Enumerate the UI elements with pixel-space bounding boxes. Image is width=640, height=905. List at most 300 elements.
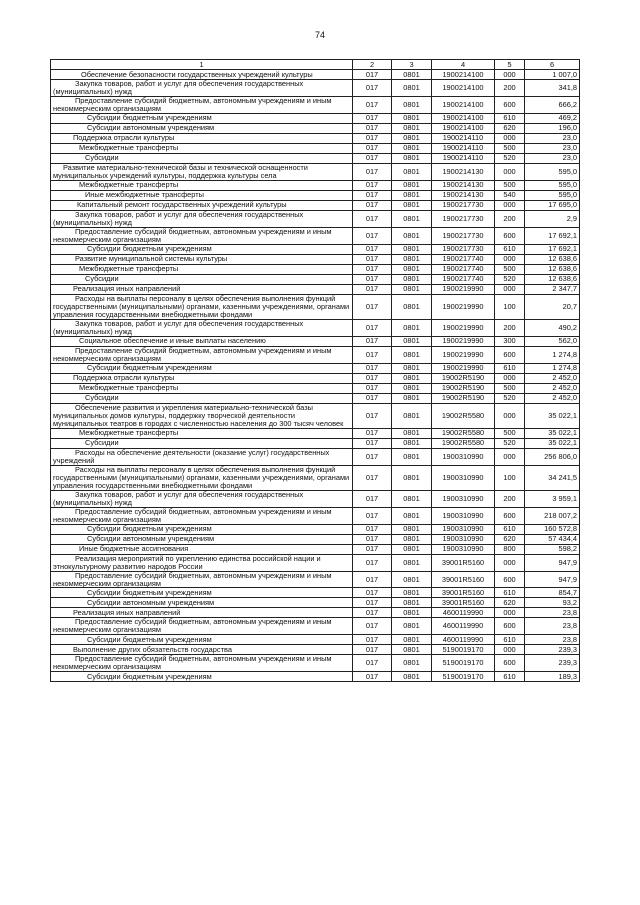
table-row [51, 428, 580, 438]
row-section-code: 0801 [392, 428, 432, 438]
row-ministry-code: 017 [353, 274, 392, 284]
row-name-cell: Субсидии бюджетным учреждениям [51, 244, 353, 254]
row-target-article: 4600119990 [432, 608, 495, 618]
row-name-cell: Закупка товаров, работ и услуг для обеспечения государственных (муниципальных) нужд [51, 319, 353, 336]
header-col-6: 6 [525, 60, 580, 70]
row-name-cell: Выполнение других обязательств государства [51, 645, 353, 655]
row-name-cell: Обеспечение развития и укрепления материально-технической базы муниципальных домов культуры, поддержку творческой деятельности муниципальных театров в городах с численностью населения до 300 тысяч человек [51, 403, 353, 428]
row-expense-type: 600 [495, 227, 525, 244]
row-ministry-code: 017 [353, 200, 392, 210]
row-name-cell: Межбюджетные трансферты [51, 180, 353, 190]
row-name-cell: Социальное обеспечение и иные выплаты населению [51, 336, 353, 346]
row-section-code: 0801 [392, 608, 432, 618]
row-target-article: 1900310990 [432, 524, 495, 534]
row-amount: 239,3 [525, 645, 580, 655]
table-row [51, 227, 580, 244]
table-row [51, 403, 580, 428]
row-section-code: 0801 [392, 490, 432, 507]
row-expense-type: 520 [495, 438, 525, 448]
row-name-cell: Предоставление субсидий бюджетным, автономным учреждениям и иным некоммерческим организациям [51, 655, 353, 672]
table-row [51, 618, 580, 635]
table-body [51, 70, 580, 682]
table-row [51, 363, 580, 373]
row-section-code: 0801 [392, 507, 432, 524]
row-ministry-code: 017 [353, 534, 392, 544]
table-row [51, 645, 580, 655]
row-section-code: 0801 [392, 438, 432, 448]
row-name-cell: Предоставление субсидий бюджетным, автономным учреждениям и иным некоммерческим организациям [51, 507, 353, 524]
row-amount: 23,0 [525, 153, 580, 163]
row-amount: 256 806,0 [525, 448, 580, 465]
row-ministry-code: 017 [353, 448, 392, 465]
row-expense-type: 200 [495, 490, 525, 507]
row-amount: 23,8 [525, 618, 580, 635]
table-row [51, 133, 580, 143]
row-amount: 196,0 [525, 123, 580, 133]
row-name-cell: Реализация иных направлений [51, 608, 353, 618]
row-section-code: 0801 [392, 618, 432, 635]
row-amount: 595,0 [525, 163, 580, 180]
header-col-4: 4 [432, 60, 495, 70]
row-target-article: 1900214100 [432, 96, 495, 113]
row-expense-type: 600 [495, 346, 525, 363]
row-amount: 218 007,2 [525, 507, 580, 524]
row-amount: 23,8 [525, 608, 580, 618]
row-target-article: 4600119990 [432, 635, 495, 645]
row-amount: 34 241,5 [525, 465, 580, 490]
row-expense-type: 610 [495, 588, 525, 598]
row-name-cell: Межбюджетные трансферты [51, 428, 353, 438]
row-target-article: 1900214110 [432, 133, 495, 143]
row-ministry-code: 017 [353, 113, 392, 123]
row-section-code: 0801 [392, 373, 432, 383]
row-ministry-code: 017 [353, 598, 392, 608]
budget-table [50, 59, 580, 682]
row-name-cell: Расходы на обеспечение деятельности (оказание услуг) государственных учреждений [51, 448, 353, 465]
row-ministry-code: 017 [353, 294, 392, 319]
row-expense-type: 200 [495, 210, 525, 227]
row-expense-type: 000 [495, 70, 525, 80]
table-row [51, 80, 580, 97]
row-ministry-code: 017 [353, 588, 392, 598]
row-name-cell: Капитальный ремонт государственных учреждений культуры [51, 200, 353, 210]
row-target-article: 39001R5160 [432, 598, 495, 608]
table-row [51, 190, 580, 200]
row-target-article: 19002R5190 [432, 393, 495, 403]
row-section-code: 0801 [392, 571, 432, 588]
row-ministry-code: 017 [353, 645, 392, 655]
row-section-code: 0801 [392, 180, 432, 190]
table-row [51, 544, 580, 554]
header-col-2: 2 [353, 60, 392, 70]
row-target-article: 1900219990 [432, 319, 495, 336]
row-amount: 57 434,4 [525, 534, 580, 544]
row-amount: 2,9 [525, 210, 580, 227]
row-name-cell: Субсидии бюджетным учреждениям [51, 113, 353, 123]
row-expense-type: 600 [495, 655, 525, 672]
row-section-code: 0801 [392, 346, 432, 363]
row-expense-type: 500 [495, 264, 525, 274]
row-amount: 2 452,0 [525, 393, 580, 403]
row-section-code: 0801 [392, 264, 432, 274]
row-expense-type: 610 [495, 672, 525, 682]
row-target-article: 5190019170 [432, 655, 495, 672]
row-expense-type: 600 [495, 618, 525, 635]
row-amount: 947,9 [525, 571, 580, 588]
row-section-code: 0801 [392, 244, 432, 254]
row-ministry-code: 017 [353, 123, 392, 133]
row-ministry-code: 017 [353, 319, 392, 336]
row-amount: 12 638,6 [525, 254, 580, 264]
row-expense-type: 200 [495, 80, 525, 97]
row-name-cell: Расходы на выплаты персоналу в целях обеспечения выполнения функций государственными (муниципальными) органами, казенными учреждениями, органами управления государственными внебюджетными фондами [51, 465, 353, 490]
row-expense-type: 520 [495, 393, 525, 403]
row-ministry-code: 017 [353, 153, 392, 163]
table-header-row [51, 60, 580, 70]
row-section-code: 0801 [392, 274, 432, 284]
row-expense-type: 540 [495, 190, 525, 200]
table-row [51, 143, 580, 153]
row-amount: 1 007,0 [525, 70, 580, 80]
table-row [51, 264, 580, 274]
row-section-code: 0801 [392, 70, 432, 80]
row-section-code: 0801 [392, 96, 432, 113]
table-row [51, 373, 580, 383]
row-amount: 17 692,1 [525, 244, 580, 254]
row-expense-type: 600 [495, 507, 525, 524]
table-row [51, 465, 580, 490]
row-target-article: 1900219990 [432, 336, 495, 346]
row-target-article: 1900214110 [432, 153, 495, 163]
row-name-cell: Субсидии бюджетным учреждениям [51, 588, 353, 598]
row-target-article: 19002R5190 [432, 383, 495, 393]
row-name-cell: Предоставление субсидий бюджетным, автономным учреждениям и иным некоммерческим организациям [51, 96, 353, 113]
row-target-article: 1900217740 [432, 274, 495, 284]
row-ministry-code: 017 [353, 507, 392, 524]
row-ministry-code: 017 [353, 655, 392, 672]
table-row [51, 534, 580, 544]
row-name-cell: Субсидии бюджетным учреждениям [51, 363, 353, 373]
row-target-article: 19002R5190 [432, 373, 495, 383]
row-expense-type: 000 [495, 254, 525, 264]
row-name-cell: Субсидии [51, 153, 353, 163]
row-section-code: 0801 [392, 227, 432, 244]
table-row [51, 672, 580, 682]
row-section-code: 0801 [392, 200, 432, 210]
row-target-article: 19002R5580 [432, 403, 495, 428]
row-target-article: 1900217730 [432, 200, 495, 210]
row-section-code: 0801 [392, 113, 432, 123]
row-ministry-code: 017 [353, 363, 392, 373]
row-target-article: 5190019170 [432, 672, 495, 682]
row-expense-type: 500 [495, 143, 525, 153]
table-row [51, 588, 580, 598]
row-amount: 2 347,7 [525, 284, 580, 294]
row-section-code: 0801 [392, 403, 432, 428]
row-ministry-code: 017 [353, 635, 392, 645]
row-name-cell: Предоставление субсидий бюджетным, автономным учреждениям и иным некоммерческим организациям [51, 618, 353, 635]
row-ministry-code: 017 [353, 80, 392, 97]
row-ministry-code: 017 [353, 465, 392, 490]
row-expense-type: 500 [495, 180, 525, 190]
row-target-article: 1900214130 [432, 163, 495, 180]
row-ministry-code: 017 [353, 143, 392, 153]
row-amount: 93,2 [525, 598, 580, 608]
row-name-cell: Субсидии [51, 438, 353, 448]
row-section-code: 0801 [392, 524, 432, 534]
row-ministry-code: 017 [353, 393, 392, 403]
row-target-article: 1900310990 [432, 490, 495, 507]
row-expense-type: 000 [495, 373, 525, 383]
row-ministry-code: 017 [353, 96, 392, 113]
row-name-cell: Реализация иных направлений [51, 284, 353, 294]
table-row [51, 336, 580, 346]
row-section-code: 0801 [392, 393, 432, 403]
table-row [51, 200, 580, 210]
row-section-code: 0801 [392, 448, 432, 465]
row-amount: 23,0 [525, 133, 580, 143]
row-amount: 35 022,1 [525, 403, 580, 428]
row-expense-type: 520 [495, 153, 525, 163]
row-ministry-code: 017 [353, 403, 392, 428]
row-expense-type: 500 [495, 428, 525, 438]
table-row [51, 608, 580, 618]
row-expense-type: 000 [495, 554, 525, 571]
table-row [51, 244, 580, 254]
row-amount: 23,8 [525, 635, 580, 645]
row-expense-type: 000 [495, 284, 525, 294]
row-section-code: 0801 [392, 672, 432, 682]
row-expense-type: 600 [495, 571, 525, 588]
row-name-cell: Развитие муниципальной системы культуры [51, 254, 353, 264]
row-amount: 341,8 [525, 80, 580, 97]
row-amount: 17 692,1 [525, 227, 580, 244]
row-name-cell: Расходы на выплаты персоналу в целях обеспечения выполнения функций государственными (муниципальными) органами, казенными учреждениями, органами управления государственными внебюджетными фондами [51, 294, 353, 319]
table-row [51, 383, 580, 393]
table-row [51, 123, 580, 133]
row-expense-type: 000 [495, 200, 525, 210]
row-target-article: 19002R5580 [432, 428, 495, 438]
row-target-article: 1900310990 [432, 507, 495, 524]
row-target-article: 39001R5160 [432, 588, 495, 598]
row-ministry-code: 017 [353, 608, 392, 618]
table-row [51, 153, 580, 163]
row-name-cell: Обеспечение безопасности государственных учреждений культуры [51, 70, 353, 80]
row-section-code: 0801 [392, 319, 432, 336]
row-expense-type: 000 [495, 163, 525, 180]
row-amount: 160 572,8 [525, 524, 580, 534]
row-amount: 12 638,6 [525, 264, 580, 274]
row-ministry-code: 017 [353, 190, 392, 200]
row-ministry-code: 017 [353, 571, 392, 588]
table-row [51, 554, 580, 571]
row-name-cell: Закупка товаров, работ и услуг для обеспечения государственных (муниципальных) нужд [51, 490, 353, 507]
row-target-article: 1900219990 [432, 346, 495, 363]
row-section-code: 0801 [392, 544, 432, 554]
row-ministry-code: 017 [353, 254, 392, 264]
row-ministry-code: 017 [353, 618, 392, 635]
row-target-article: 1900310990 [432, 448, 495, 465]
row-amount: 35 022,1 [525, 428, 580, 438]
table-row [51, 448, 580, 465]
row-ministry-code: 017 [353, 336, 392, 346]
row-target-article: 1900214100 [432, 80, 495, 97]
row-section-code: 0801 [392, 645, 432, 655]
row-target-article: 1900217740 [432, 264, 495, 274]
row-ministry-code: 017 [353, 133, 392, 143]
table-row [51, 70, 580, 80]
row-target-article: 1900217730 [432, 244, 495, 254]
row-target-article: 5190019170 [432, 645, 495, 655]
row-name-cell: Предоставление субсидий бюджетным, автономным учреждениям и иным некоммерческим организациям [51, 571, 353, 588]
row-amount: 20,7 [525, 294, 580, 319]
row-amount: 2 452,0 [525, 383, 580, 393]
row-section-code: 0801 [392, 336, 432, 346]
row-ministry-code: 017 [353, 180, 392, 190]
row-target-article: 1900217730 [432, 227, 495, 244]
table-row [51, 274, 580, 284]
row-section-code: 0801 [392, 210, 432, 227]
row-ministry-code: 017 [353, 544, 392, 554]
row-section-code: 0801 [392, 635, 432, 645]
row-section-code: 0801 [392, 534, 432, 544]
table-row [51, 210, 580, 227]
row-amount: 595,0 [525, 190, 580, 200]
table-row [51, 96, 580, 113]
row-name-cell: Субсидии [51, 274, 353, 284]
row-section-code: 0801 [392, 123, 432, 133]
row-target-article: 1900217730 [432, 210, 495, 227]
row-amount: 2 452,0 [525, 373, 580, 383]
row-section-code: 0801 [392, 190, 432, 200]
row-expense-type: 000 [495, 608, 525, 618]
row-target-article: 1900310990 [432, 465, 495, 490]
row-target-article: 1900214130 [432, 180, 495, 190]
row-name-cell: Субсидии бюджетным учреждениям [51, 635, 353, 645]
table-row [51, 294, 580, 319]
row-name-cell: Субсидии автономным учреждениям [51, 598, 353, 608]
row-name-cell: Реализация мероприятий по укреплению единства российской нации и этнокультурному развитию народов России [51, 554, 353, 571]
row-section-code: 0801 [392, 294, 432, 319]
row-section-code: 0801 [392, 254, 432, 264]
row-name-cell: Межбюджетные трансферты [51, 383, 353, 393]
row-expense-type: 610 [495, 635, 525, 645]
header-col-5: 5 [495, 60, 525, 70]
row-ministry-code: 017 [353, 383, 392, 393]
row-expense-type: 800 [495, 544, 525, 554]
table-row [51, 346, 580, 363]
row-target-article: 1900219990 [432, 294, 495, 319]
row-expense-type: 520 [495, 274, 525, 284]
row-expense-type: 000 [495, 645, 525, 655]
row-name-cell: Субсидии [51, 393, 353, 403]
row-target-article: 4600119990 [432, 618, 495, 635]
row-name-cell: Иные межбюджетные трансферты [51, 190, 353, 200]
row-section-code: 0801 [392, 588, 432, 598]
row-name-cell: Субсидии автономным учреждениям [51, 123, 353, 133]
table-row [51, 180, 580, 190]
row-amount: 490,2 [525, 319, 580, 336]
row-ministry-code: 017 [353, 346, 392, 363]
row-amount: 3 959,1 [525, 490, 580, 507]
row-amount: 1 274,8 [525, 363, 580, 373]
row-name-cell: Поддержка отрасли культуры [51, 373, 353, 383]
row-target-article: 1900214100 [432, 70, 495, 80]
row-amount: 666,2 [525, 96, 580, 113]
row-target-article: 1900214130 [432, 190, 495, 200]
table-row [51, 254, 580, 264]
row-ministry-code: 017 [353, 210, 392, 227]
row-ministry-code: 017 [353, 524, 392, 534]
row-expense-type: 200 [495, 319, 525, 336]
row-amount: 595,0 [525, 180, 580, 190]
table-row [51, 524, 580, 534]
row-expense-type: 000 [495, 448, 525, 465]
row-name-cell: Предоставление субсидий бюджетным, автономным учреждениям и иным некоммерческим организациям [51, 227, 353, 244]
row-expense-type: 620 [495, 598, 525, 608]
row-name-cell: Субсидии бюджетным учреждениям [51, 524, 353, 534]
row-amount: 189,3 [525, 672, 580, 682]
row-section-code: 0801 [392, 655, 432, 672]
row-ministry-code: 017 [353, 227, 392, 244]
row-name-cell: Иные бюджетные ассигнования [51, 544, 353, 554]
row-target-article: 1900214100 [432, 123, 495, 133]
row-name-cell: Межбюджетные трансферты [51, 143, 353, 153]
row-target-article: 1900214110 [432, 143, 495, 153]
row-amount: 35 022,1 [525, 438, 580, 448]
row-expense-type: 620 [495, 123, 525, 133]
row-expense-type: 000 [495, 403, 525, 428]
row-expense-type: 600 [495, 96, 525, 113]
row-section-code: 0801 [392, 80, 432, 97]
row-section-code: 0801 [392, 554, 432, 571]
row-section-code: 0801 [392, 383, 432, 393]
row-name-cell: Субсидии автономным учреждениям [51, 534, 353, 544]
row-expense-type: 000 [495, 133, 525, 143]
row-section-code: 0801 [392, 363, 432, 373]
row-amount: 947,9 [525, 554, 580, 571]
row-name-cell: Развитие материально-технической базы и технической оснащенности муниципальных учреждений культуры, поддержка культуры села [51, 163, 353, 180]
row-amount: 1 274,8 [525, 346, 580, 363]
row-amount: 239,3 [525, 655, 580, 672]
row-section-code: 0801 [392, 465, 432, 490]
row-section-code: 0801 [392, 133, 432, 143]
row-target-article: 39001R5160 [432, 571, 495, 588]
row-expense-type: 300 [495, 336, 525, 346]
row-ministry-code: 017 [353, 428, 392, 438]
table-row [51, 490, 580, 507]
row-ministry-code: 017 [353, 438, 392, 448]
row-expense-type: 500 [495, 383, 525, 393]
row-amount: 469,2 [525, 113, 580, 123]
table-row [51, 438, 580, 448]
row-expense-type: 100 [495, 465, 525, 490]
row-name-cell: Закупка товаров, работ и услуг для обеспечения государственных (муниципальных) нужд [51, 80, 353, 97]
table-row [51, 113, 580, 123]
row-section-code: 0801 [392, 153, 432, 163]
header-col-3: 3 [392, 60, 432, 70]
row-target-article: 1900310990 [432, 544, 495, 554]
row-expense-type: 100 [495, 294, 525, 319]
row-target-article: 39001R5160 [432, 554, 495, 571]
table-row [51, 598, 580, 608]
row-ministry-code: 017 [353, 244, 392, 254]
row-amount: 562,0 [525, 336, 580, 346]
table-row [51, 635, 580, 645]
row-target-article: 1900219990 [432, 284, 495, 294]
table-row [51, 163, 580, 180]
row-expense-type: 620 [495, 534, 525, 544]
